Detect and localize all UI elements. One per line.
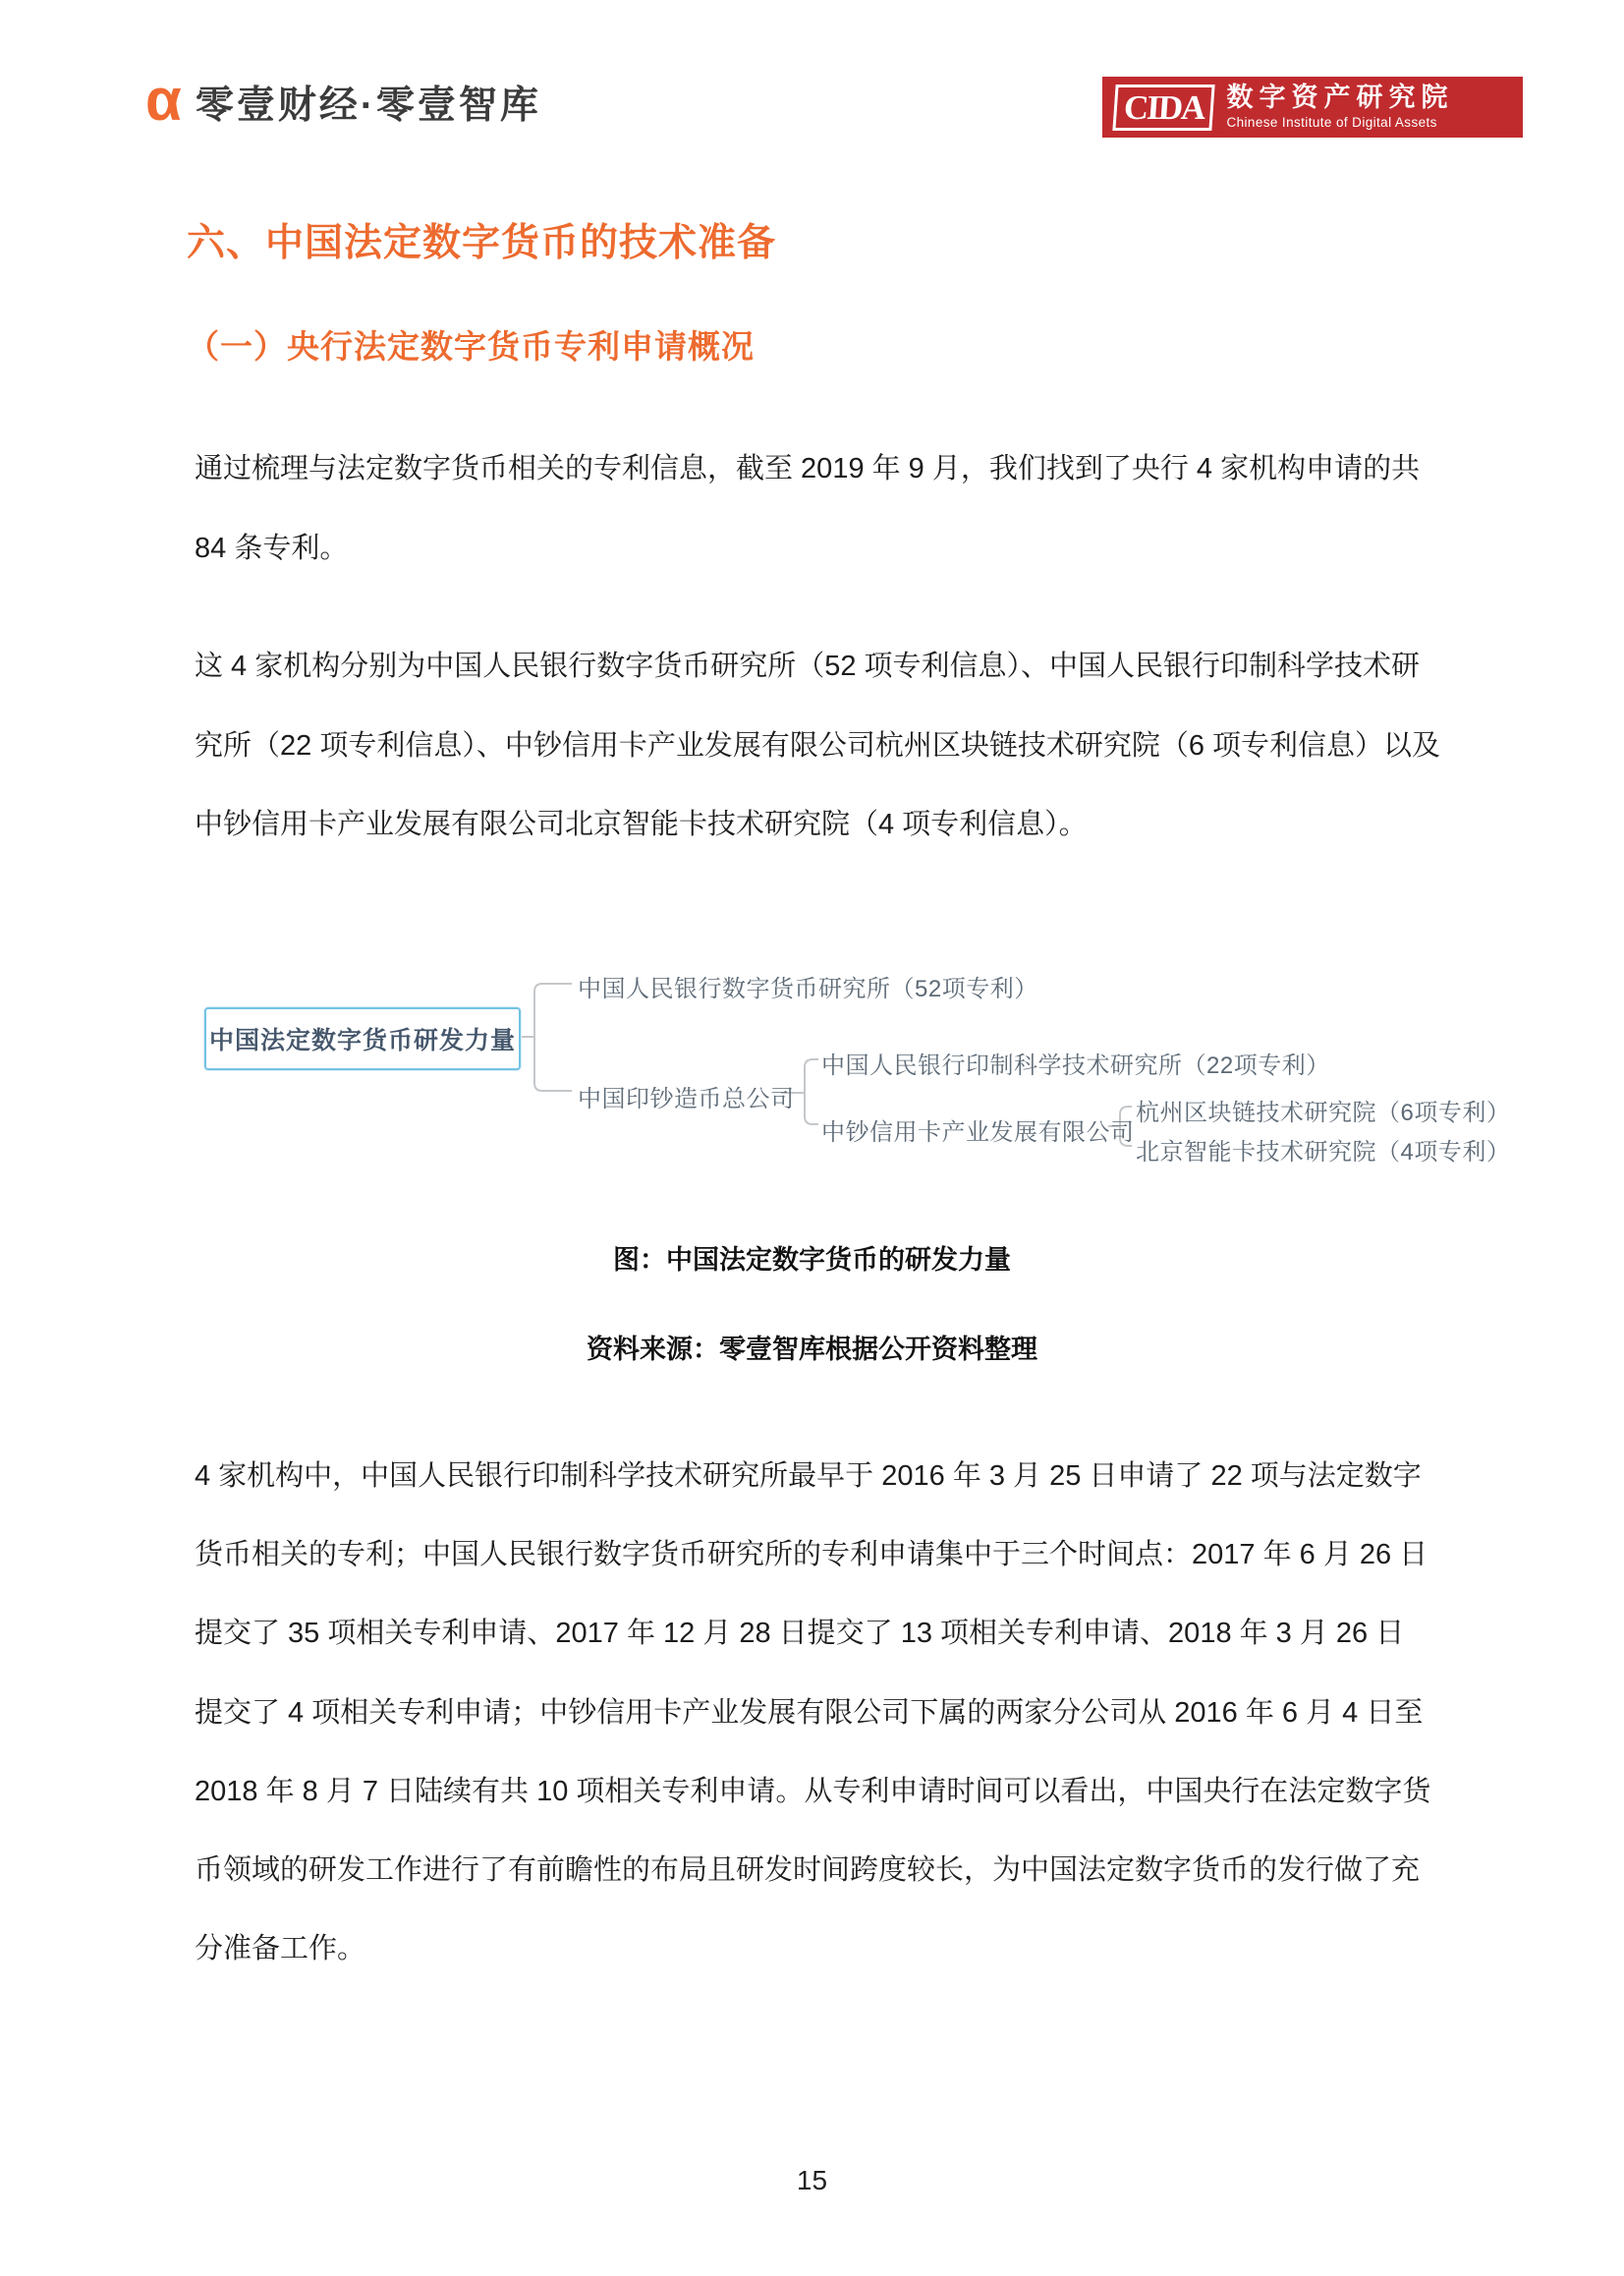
rd-structure-diagram [0, 934, 1624, 1228]
cida-name-en: Chinese Institute of Digital Assets [1226, 115, 1437, 130]
section-subheading: （一）央行法定数字货币专利申请概况 [187, 328, 755, 365]
paragraph-line: 中钞信用卡产业发展有限公司北京智能卡技术研究院（4 项专利信息）。 [195, 809, 1088, 840]
cida-abbr-logo: CIDA [1112, 85, 1215, 131]
diagram-root-node: 中国法定数字货币研发力量 [204, 1007, 521, 1070]
paragraph-line: 究所（22 项专利信息）、中钞信用卡产业发展有限公司杭州区块链技术研究院（6 项专利信息）以及 [195, 730, 1441, 762]
diagram-node-credit-card-company: 中钞信用卡产业发展有限公司 [821, 1119, 1135, 1146]
figure-caption: 图：中国法定数字货币的研发力量 [613, 1245, 1011, 1275]
diagram-node-hangzhou-blockchain-institute: 杭州区块链技术研究院（6项专利） [1136, 1100, 1511, 1126]
publisher-logo [145, 67, 541, 133]
paragraph-line: 2018 年 8 月 7 日陆续有共 10 项相关专利申请。从专利申请时间可以看出，中国央行在法定数字货 [195, 1776, 1431, 1807]
diagram-node-banknote-printing-corp: 中国印钞造币总公司 [578, 1086, 795, 1112]
alpha-logo-icon: α [145, 67, 182, 133]
paragraph-line: 4 家机构中，中国人民银行印制科学技术研究所最早于 2016 年 3 月 25 日申请了 22 项与法定数字 [195, 1460, 1422, 1492]
paragraph-line: 提交了 35 项相关专利申请、2017 年 12 月 28 日提交了 13 项相关专利申请、2018 年 3 月 26 日 [195, 1618, 1405, 1649]
section-heading: 六、中国法定数字货币的技术准备 [187, 222, 777, 264]
page-number: 15 [796, 2165, 828, 2195]
cida-name-cn: 数字资产研究院 [1226, 83, 1454, 112]
paragraph-line: 84 条专利。 [195, 533, 349, 564]
paragraph-line: 币领域的研发工作进行了有前瞻性的布局且研发时间跨度较长，为中国法定数字货币的发行做了充 [195, 1854, 1421, 1886]
paragraph-line: 分准备工作。 [195, 1933, 366, 1964]
paragraph-line: 通过梳理与法定数字货币相关的专利信息，截至 2019 年 9 月，我们找到了央行 4 家机构申请的共 [195, 453, 1421, 484]
paragraph-line: 货币相关的专利；中国人民银行数字货币研究所的专利申请集中于三个时间点：2017 年 6 月 26 日 [195, 1539, 1428, 1570]
diagram-node-printing-science-institute: 中国人民银行印制科学技术研究所（22项专利） [821, 1053, 1330, 1079]
paragraph-line: 提交了 4 项相关专利申请；中钞信用卡产业发展有限公司下属的两家分公司从 2016 年 6 月 4 日至 [195, 1697, 1424, 1729]
diagram-node-beijing-smartcard-institute: 北京智能卡技术研究院（4项专利） [1136, 1139, 1511, 1166]
paragraph-line: 这 4 家机构分别为中国人民银行数字货币研究所（52 项专利信息）、中国人民银行印制科学技术研 [195, 651, 1421, 682]
cida-logo-banner [1102, 77, 1523, 138]
figure-source: 资料来源：零壹智库根据公开资料整理 [587, 1335, 1037, 1364]
diagram-node-pboc-dc-institute: 中国人民银行数字货币研究所（52项专利） [578, 976, 1038, 1002]
publisher-name: 零壹财经·零壹智库 [195, 85, 541, 127]
